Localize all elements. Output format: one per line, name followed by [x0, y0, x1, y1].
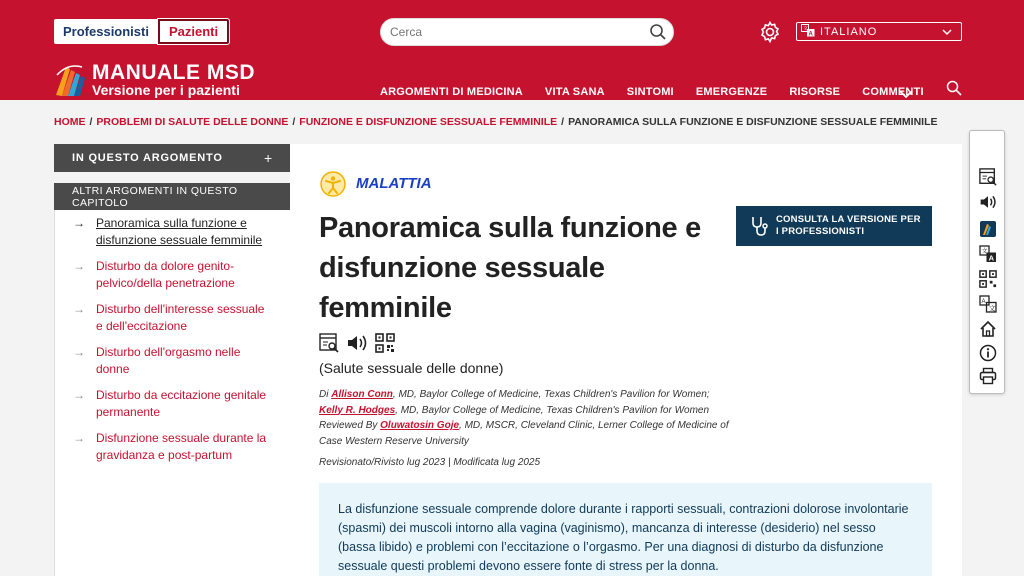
- breadcrumb-separator: /: [89, 116, 93, 128]
- chapter-list: [54, 210, 290, 464]
- svg-text:A: A: [981, 299, 986, 305]
- brand[interactable]: [92, 62, 255, 98]
- article-category: MALATTIA: [356, 175, 432, 192]
- search-box: [380, 18, 674, 46]
- translate-icon: [801, 24, 815, 40]
- breadcrumb-separator: /: [561, 116, 565, 128]
- main-nav: [380, 86, 946, 98]
- disease-category-icon: [320, 171, 346, 202]
- language-label: ITALIANO: [820, 25, 878, 38]
- brand-title: MANUALE MSD: [92, 61, 255, 84]
- topic-accordion-label: IN QUESTO ARGOMENTO: [72, 152, 223, 164]
- sidebar-item-overview[interactable]: [54, 215, 290, 249]
- svg-text:A: A: [988, 253, 995, 263]
- home-icon[interactable]: [979, 320, 997, 338]
- professionals-button[interactable]: Professionisti: [54, 19, 158, 44]
- language-select[interactable]: [796, 22, 962, 41]
- sidebar-item-label: Disfunzione sessuale durante la gravidanza e post-partum: [96, 431, 267, 462]
- sidebar-item-label: Disturbo da dolore genito-pelvico/della penetrazione: [96, 259, 235, 290]
- app-icon[interactable]: [979, 220, 997, 238]
- article-subtitle: (Salute sessuale delle donne): [319, 360, 504, 376]
- authors-by-label: Di: [319, 389, 329, 400]
- sidebar-item-orgasm-disorder[interactable]: [54, 344, 290, 378]
- breadcrumb-link[interactable]: PROBLEMI DI SALUTE DELLE DONNE: [96, 116, 289, 128]
- translate-icon[interactable]: [979, 295, 997, 313]
- patients-button[interactable]: Pazienti: [158, 19, 229, 44]
- sidebar-item-pregnancy[interactable]: [54, 430, 290, 464]
- reviewer-affiliation: , MD, MSCR, Cleveland Clinic, Lerner College of Medicine of Case Western Reserve University: [319, 420, 729, 447]
- sidebar-item-label: Disturbo da eccitazione genitale permanente: [96, 388, 267, 419]
- breadcrumb-current: PANORAMICA SULLA FUNZIONE E DISFUNZIONE SESSUALE FEMMINILE: [568, 116, 938, 128]
- reviewer-link[interactable]: Oluwatosin Goje: [380, 420, 460, 431]
- chevron-down-icon: [942, 27, 952, 39]
- author-link[interactable]: Kelly R. Hodges: [319, 404, 396, 416]
- sidebar-item-pain-disorder[interactable]: [54, 258, 290, 292]
- audio-icon[interactable]: [346, 333, 368, 358]
- revision-date: Revisionato/Rivisto lug 2023 | Modificata lug 2025: [319, 457, 541, 468]
- nav-item-argomenti[interactable]: ARGOMENTI DI MEDICINA: [380, 86, 523, 98]
- site-header: [0, 0, 1024, 100]
- info-icon[interactable]: [979, 344, 997, 362]
- sidebar-item-label: Panoramica sulla funzione e disfunzione sessuale femminile: [96, 216, 263, 247]
- arrow-right-icon: →: [73, 216, 85, 230]
- qr-code-icon[interactable]: [979, 270, 997, 288]
- topic-resources-icon[interactable]: [319, 333, 339, 358]
- sidebar-item-label: Disturbo dell'orgasmo nelle donne: [96, 345, 241, 376]
- sidebar-item-interest-disorder[interactable]: [54, 301, 290, 335]
- sidebar-item-arousal-disorder[interactable]: [54, 387, 290, 421]
- page-title: Panoramica sulla funzione e disfunzione sessuale femminile: [319, 212, 701, 324]
- nav-item-vita-sana[interactable]: VITA SANA: [544, 86, 605, 98]
- author-affiliation: , MD, Baylor College of Medicine, Texas Children's Pavilion for Women;: [392, 389, 710, 400]
- breadcrumb: [54, 116, 938, 128]
- authors: [319, 387, 729, 449]
- search-icon[interactable]: [946, 80, 962, 101]
- arrow-right-icon: →: [73, 345, 85, 359]
- author-affiliation: , MD, Baylor College of Medicine, Texas Children's Pavilion for Women: [395, 404, 710, 416]
- sidebar-divider: [54, 210, 55, 576]
- nav-item-sintomi[interactable]: SINTOMI: [626, 86, 674, 98]
- topic-accordion[interactable]: [54, 144, 290, 172]
- chapter-header: ALTRI ARGOMENTI IN QUESTO CAPITOLO: [54, 183, 290, 210]
- arrow-right-icon: →: [73, 431, 85, 445]
- audio-icon[interactable]: [979, 193, 997, 211]
- nav-item-risorse[interactable]: RISORSE: [789, 86, 841, 98]
- breadcrumb-link[interactable]: HOME: [54, 116, 86, 128]
- tool-rail: [969, 130, 1005, 394]
- audience-switch: [54, 19, 229, 44]
- brand-subtitle: Versione per i pazienti: [92, 82, 240, 98]
- topic-resources-icon[interactable]: [979, 168, 997, 186]
- stethoscope-icon: [750, 216, 768, 240]
- svg-text:文: 文: [981, 249, 988, 255]
- sidebar: [54, 144, 290, 576]
- qr-code-icon[interactable]: [375, 333, 395, 358]
- svg-text:A: A: [808, 31, 814, 37]
- summary-box: La disfunzione sessuale comprende dolore durante i rapporti sessuali, contrazioni dolorose involontarie (spasmi) dei muscoli intorno alla vagina (vaginismo), mancanza di interesse (desiderio) nel sesso (bassa libido) e problemi con l’eccitazione o l’orgasmo. Per una diagnosi di disturbo da disfunzione sessuale questi problemi devono essere fonte di stress per la donna.: [319, 483, 932, 576]
- svg-text:文: 文: [803, 25, 810, 32]
- reviewed-by-label: Reviewed By: [319, 420, 378, 431]
- search-input[interactable]: [390, 25, 640, 39]
- sidebar-item-label: Disturbo dell'interesse sessuale e dell'eccitazione: [96, 302, 265, 333]
- author-link[interactable]: Allison Conn: [331, 389, 393, 400]
- nav-item-commenti[interactable]: COMMENTI: [862, 86, 924, 98]
- breadcrumb-separator: /: [292, 116, 296, 128]
- msd-logo[interactable]: [54, 61, 88, 102]
- sidebar-gap: [54, 172, 290, 183]
- gear-icon[interactable]: [758, 20, 782, 49]
- search-icon[interactable]: [649, 23, 667, 46]
- arrow-right-icon: →: [73, 259, 85, 273]
- professional-version-button[interactable]: [736, 206, 932, 246]
- article-tools: [319, 333, 395, 358]
- chevron-down-icon[interactable]: [899, 86, 913, 104]
- plus-icon: +: [264, 150, 273, 166]
- print-icon[interactable]: [979, 367, 997, 385]
- translate-icon[interactable]: [979, 245, 997, 263]
- professional-version-label: CONSULTA LA VERSIONE PER I PROFESSIONISTI: [776, 214, 921, 237]
- svg-text:文: 文: [988, 305, 996, 313]
- arrow-right-icon: →: [73, 388, 85, 402]
- breadcrumb-link[interactable]: FUNZIONE E DISFUNZIONE SESSUALE FEMMINILE: [299, 116, 558, 128]
- arrow-right-icon: →: [73, 302, 85, 316]
- nav-item-emergenze[interactable]: EMERGENZE: [695, 86, 768, 98]
